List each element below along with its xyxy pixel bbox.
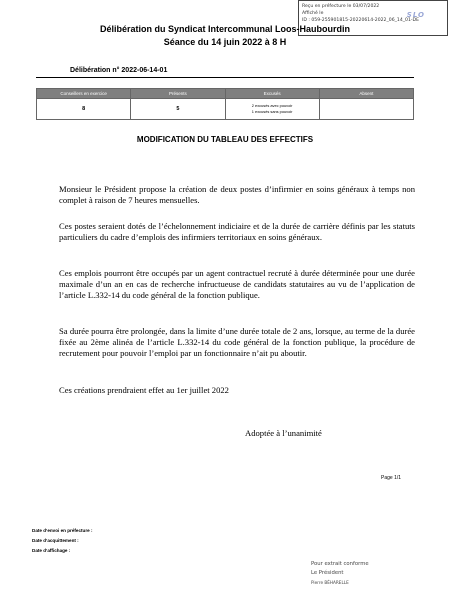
- signature-line-extract: Pour extrait conforme: [311, 561, 369, 567]
- signature-name: Pierre BÉHARELLE: [311, 580, 349, 585]
- document-title: Délibération du Syndicat Intercommunal Loos-Haubourdin: [99, 24, 351, 34]
- session-date: Séance du 14 juin 2022 à 8 H: [163, 37, 287, 47]
- header-divider: [36, 77, 414, 78]
- date-acquittement-label: Date d’acquittement :: [32, 538, 79, 543]
- cell-excuses: [225, 99, 319, 120]
- cell-absent: [319, 99, 413, 120]
- table-header-row: [37, 89, 414, 99]
- excuses-without-proxy: 1 excusés sans pouvoir: [251, 109, 293, 114]
- table-row: [37, 99, 414, 120]
- signature-line-president: Le Président: [311, 570, 344, 576]
- header-presents: Présents: [131, 89, 225, 99]
- stamp-act-id: ID : 059-255901815-20220614-2022_06_14_01-DE: [302, 18, 420, 24]
- deliberation-number: Délibération n° 2022-06-14-01: [70, 67, 168, 74]
- signature-block: [311, 560, 369, 587]
- paragraph-proposal: Monsieur le Président propose la création de deux postes d’infirmier en soins généraux à temps non complet à raison de 7 heures mensuelles.: [59, 184, 415, 205]
- header-absent: Absent: [319, 89, 413, 99]
- paragraph-extension: Sa durée pourra être prolongée, dans la limite d’une durée totale de 2 ans, lorsque, au terme de la durée fixée au 2ème alinéa de l’article L.332-14 du code général de la fonction publique, la procédure de recrutement pour pouvoir l’emploi par un fonctionnaire n’ait pu aboutir.: [59, 326, 415, 358]
- stamp-posted-label: Affiché le: [302, 11, 324, 17]
- cell-presents: 5: [131, 99, 225, 120]
- adoption-statement: Adoptée à l’unanimité: [245, 428, 322, 438]
- stamp-received-date: Reçu en préfecture le 03/07/2022: [302, 4, 380, 9]
- paragraph-effective-date: Ces créations prendraient effet au 1er juillet 2022: [59, 385, 229, 395]
- attendance-table: [36, 88, 414, 120]
- header-conseillers: Conseillers en exercice: [37, 89, 131, 99]
- paragraph-contract: Ces emplois pourront être occupés par un agent contractuel recruté à durée déterminée pour une durée maximale d’un an en cas de recherche infructueuse de candidats statutaires au vu de l’application de l’article L.332-14 du code général de la fonction publique.: [59, 268, 415, 300]
- header-excuses: Excusés: [225, 89, 319, 99]
- date-envoi-label: Date d’envoi en préfecture :: [32, 528, 93, 533]
- cell-conseillers: 8: [37, 99, 131, 120]
- excuses-with-proxy: 2 excusés avec pouvoir: [251, 102, 293, 108]
- date-affichage-label: Date d’affichage :: [32, 548, 71, 553]
- section-title: MODIFICATION DU TABLEAU DES EFFECTIFS: [136, 135, 314, 144]
- dates-block: [32, 526, 93, 556]
- page-number: Page 1/1: [381, 475, 402, 481]
- slo-logo: SLO: [406, 11, 425, 19]
- paragraph-grades: Ces postes seraient dotés de l’échelonnement indiciaire et de la durée de carrière définis par les statuts particuliers du cadre d’emplois des infirmiers territoriaux en soins généraux.: [59, 221, 415, 242]
